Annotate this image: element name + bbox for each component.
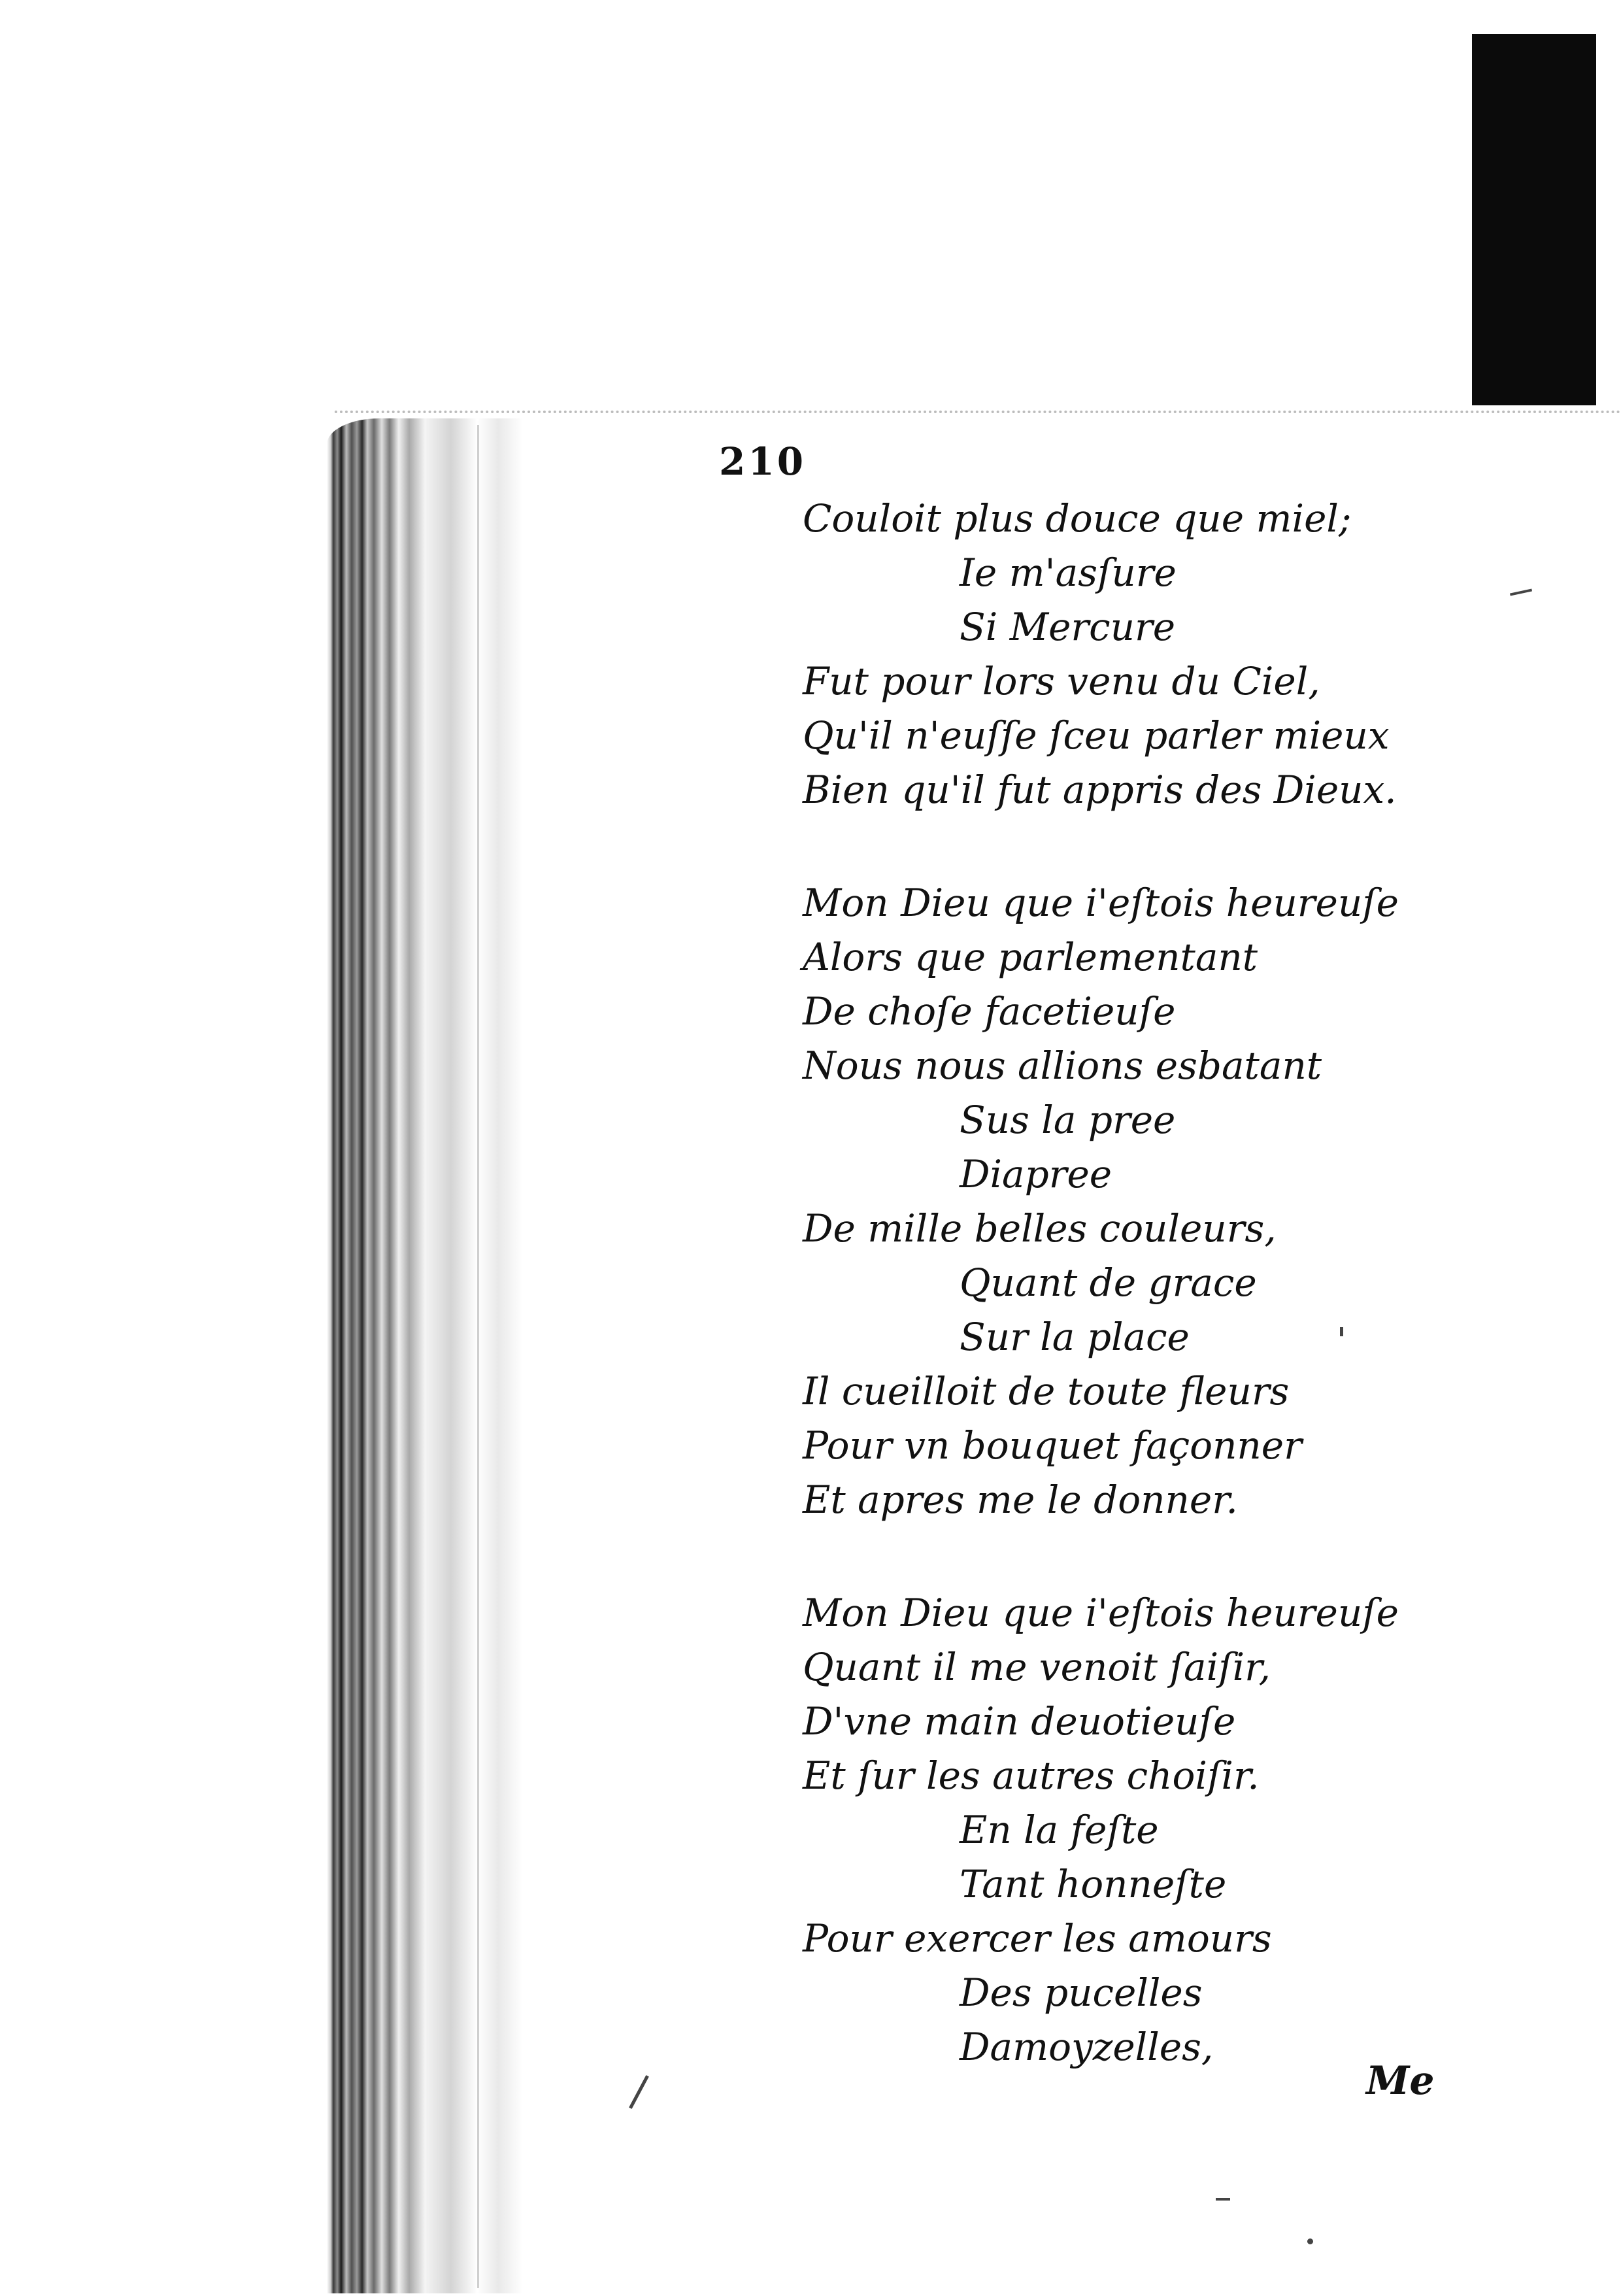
scan-speck	[1340, 1327, 1343, 1336]
page-edges	[327, 418, 523, 2293]
poem-line: En la feſte	[960, 1808, 1159, 1852]
poem-line: Mon Dieu que i'eſtois heureuſe	[803, 881, 1399, 925]
poem-line: Mon Dieu que i'eſtois heureuſe	[803, 1591, 1399, 1635]
poem-line: Damoyzelles,	[960, 2025, 1214, 2069]
poem-text	[803, 492, 1399, 2074]
poem-line: Couloit plus douce que miel;	[803, 496, 1352, 541]
poem-line: D'vne main deuotieuſe	[803, 1699, 1236, 1744]
poem-line: Et ſur les autres choiſir.	[803, 1753, 1260, 1798]
poem-line: Alors que parlementant	[803, 935, 1258, 979]
page-number: 210	[719, 439, 807, 484]
poem-line: De choſe facetieuſe	[803, 989, 1176, 1034]
poem-line: De mille belles couleurs,	[803, 1206, 1277, 1251]
poem-line: Diapree	[960, 1152, 1112, 1196]
scan-speck	[1307, 2238, 1313, 2244]
poem-line: Tant honneſte	[960, 1862, 1227, 1906]
poem-line: Et apres me le donner.	[803, 1477, 1238, 1522]
poem-line: Pour vn bouquet façonner	[803, 1423, 1302, 1468]
poem-line: Ie m'asſure	[960, 550, 1177, 595]
poem-line: Sus la pree	[960, 1098, 1176, 1142]
poem-line: Fut pour lors venu du Ciel,	[803, 659, 1320, 703]
poem-line: Bien qu'il fut appris des Dieux.	[803, 768, 1397, 812]
poem-line: Sur la place	[960, 1315, 1190, 1359]
poem-line: Quant de grace	[960, 1260, 1257, 1305]
poem-line: Nous nous allions esbatant	[803, 1043, 1322, 1088]
poem-line: Il cueilloit de toute fleurs	[803, 1369, 1290, 1413]
poem-line: Des pucelles	[960, 1970, 1203, 2015]
poem-line: Quant il me venoit ſaiſir,	[803, 1645, 1271, 1689]
catchword: Me	[1366, 2058, 1435, 2104]
stanza-break	[803, 817, 1399, 876]
scan-speck	[1216, 2198, 1230, 2201]
poem-line: Si Mercure	[960, 605, 1176, 649]
stanza-break	[803, 1527, 1399, 1586]
black-page-tab	[1472, 34, 1596, 405]
poem-line: Pour exercer les amours	[803, 1916, 1272, 1961]
poem-line: Qu'il n'euſſe ſceu parler mieux	[803, 713, 1390, 758]
